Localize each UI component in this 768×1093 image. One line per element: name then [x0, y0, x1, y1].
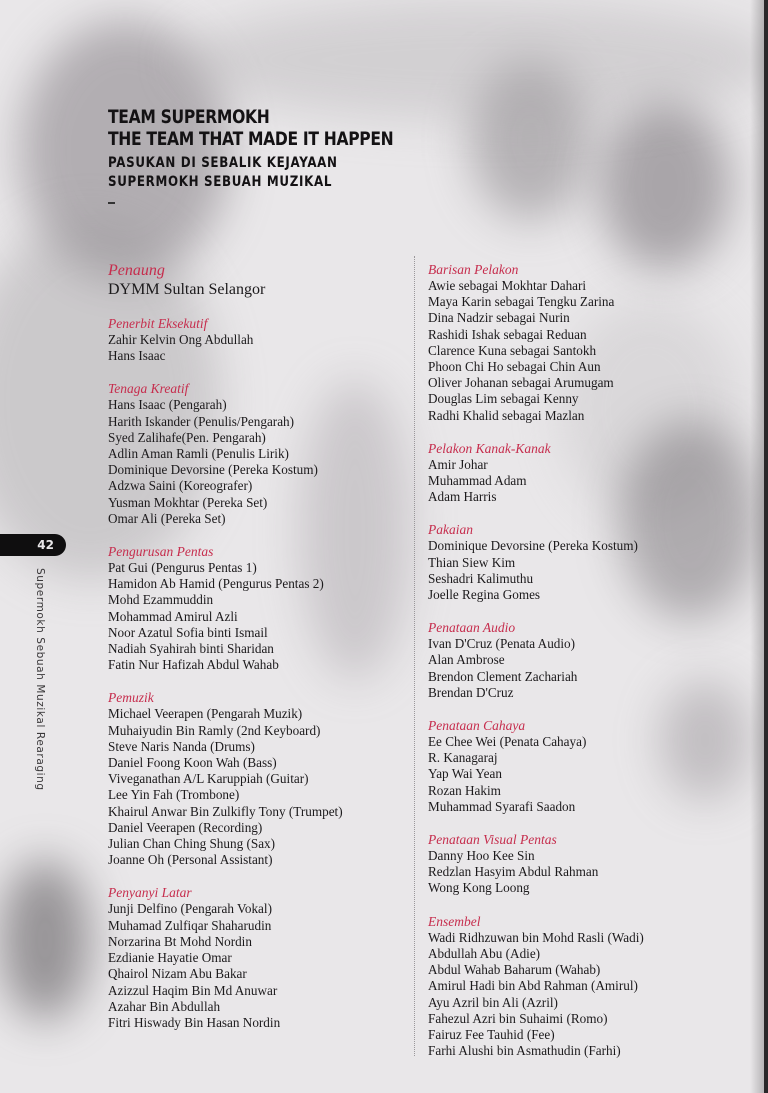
credit-name: Azizzul Haqim Bin Md Anuwar: [108, 982, 278, 998]
credit-section: [108, 543, 408, 673]
credit-name: Mohd Ezammuddin: [108, 592, 214, 608]
credit-name: Ee Chee Wei (Penata Cahaya): [428, 734, 587, 750]
credit-name: Fairuz Fee Tauhid (Fee): [428, 1026, 555, 1042]
credit-name: Amir Johar: [428, 456, 488, 472]
credit-name: Muhammad Syarafi Saadon: [428, 798, 576, 814]
section-heading: Pelakon Kanak-Kanak: [428, 440, 551, 456]
page-subtitle-line-1: PASUKAN DI SEBALIK KEJAYAAN: [108, 155, 338, 171]
credit-name: Ezdianie Hayatie Omar: [108, 950, 232, 966]
credit-name: Pat Gui (Pengurus Pentas 1): [108, 560, 257, 576]
credit-name: Qhairol Nizam Abu Bakar: [108, 966, 247, 982]
column-divider: [414, 256, 415, 1056]
credit-name: Oliver Johanan sebagai Arumugam: [428, 375, 614, 391]
credit-name: Fahezul Azri bin Suhaimi (Romo): [428, 1010, 608, 1026]
section-heading: Pemuzik: [108, 690, 154, 706]
section-heading: Pakaian: [428, 522, 473, 538]
credit-name: Ivan D'Cruz (Penata Audio): [428, 636, 576, 652]
credit-name: Noor Azatul Sofia binti Ismail: [108, 624, 268, 640]
credit-name: Farhi Alushi bin Asmathudin (Farhi): [428, 1043, 621, 1059]
credit-name: Abdul Wahab Baharum (Wahab): [428, 962, 601, 978]
credit-section: [108, 884, 408, 1031]
credit-name: Junji Delfino (Pengarah Vokal): [108, 901, 272, 917]
credit-name: Fatin Nur Hafizah Abdul Wahab: [108, 657, 279, 673]
credit-section: [108, 689, 408, 868]
credit-name: Lee Yin Fah (Trombone): [108, 787, 240, 803]
section-heading: Ensembel: [428, 913, 481, 929]
section-heading: Penataan Audio: [428, 620, 516, 636]
credit-name: Wong Kong Loong: [428, 880, 530, 896]
credit-name: Norzarina Bt Mohd Nordin: [108, 933, 252, 949]
credits-right-column: [428, 261, 748, 1075]
credit-name: Alan Ambrose: [428, 652, 505, 668]
credit-name: Rozan Hakim: [428, 782, 501, 798]
credit-name: Yap Wai Yean: [428, 766, 502, 782]
credit-name: Viveganathan A/L Karuppiah (Guitar): [108, 771, 309, 787]
section-heading: Penyanyi Latar: [108, 885, 192, 901]
credit-section: [428, 521, 748, 603]
credit-name: Adam Harris: [428, 489, 497, 505]
credit-name: Yusman Mokhtar (Pereka Set): [108, 494, 268, 510]
credit-name: Muhaiyudin Bin Ramly (2nd Keyboard): [108, 722, 321, 738]
credit-name: Amirul Hadi bin Abd Rahman (Amirul): [428, 978, 638, 994]
page-title-line-2: THE TEAM THAT MADE IT HAPPEN: [108, 128, 394, 150]
credit-section: [108, 261, 408, 299]
credit-name: Muhamad Zulfiqar Shaharudin: [108, 917, 272, 933]
credit-name: Phoon Chi Ho sebagai Chin Aun: [428, 359, 601, 375]
credit-section: [428, 831, 748, 897]
credit-name: Brendon Clement Zachariah: [428, 668, 578, 684]
credit-name: Rashidi Ishak sebagai Reduan: [428, 326, 587, 342]
credit-name: Zahir Kelvin Ong Abdullah: [108, 332, 254, 347]
credit-name: Danny Hoo Kee Sin: [428, 848, 535, 864]
credit-name: Clarence Kuna sebagai Santokh: [428, 342, 597, 358]
credit-name: Harith Iskander (Penulis/Pengarah): [108, 413, 295, 429]
credit-name: Mohammad Amirul Azli: [108, 608, 238, 624]
credit-section: [428, 717, 748, 815]
credit-section: [428, 261, 748, 424]
section-heading: Tenaga Kreatif: [108, 381, 189, 397]
credit-name: Julian Chan Ching Shung (Sax): [108, 836, 276, 852]
credit-name: Joelle Regina Gomes: [428, 587, 541, 603]
page-header: [108, 106, 456, 204]
credit-name: Adzwa Saini (Koreografer): [108, 478, 253, 494]
credit-name: Syed Zalihafe(Pen. Pengarah): [108, 429, 266, 445]
side-caption: Supermokh Sebuah Muzikal Rearaging: [34, 568, 46, 791]
section-heading: Barisan Pelakon: [428, 262, 519, 277]
title-dash-divider: [108, 202, 115, 204]
credit-name: Brendan D'Cruz: [428, 684, 514, 700]
credit-name: Douglas Lim sebagai Kenny: [428, 391, 579, 407]
credit-name: DYMM Sultan Selangor: [108, 281, 266, 298]
credit-name: Muhammad Adam: [428, 473, 527, 489]
credit-name: Seshadri Kalimuthu: [428, 570, 534, 586]
credit-section: [428, 913, 748, 1060]
credit-name: Daniel Foong Koon Wah (Bass): [108, 755, 277, 771]
section-heading: Penataan Cahaya: [428, 718, 526, 734]
credit-name: R. Kanagaraj: [428, 750, 498, 766]
credit-name: Adlin Aman Ramli (Penulis Lirik): [108, 446, 289, 462]
credit-name: Azahar Bin Abdullah: [108, 998, 221, 1014]
credit-name: Omar Ali (Pereka Set): [108, 510, 226, 526]
credit-name: Hans Isaac (Pengarah): [108, 397, 227, 413]
credit-section: [108, 380, 408, 527]
credit-name: Steve Naris Nanda (Drums): [108, 738, 255, 754]
credit-name: Hans Isaac: [108, 348, 166, 364]
credit-name: Hamidon Ab Hamid (Pengurus Pentas 2): [108, 576, 324, 592]
section-heading: Penataan Visual Pentas: [428, 832, 557, 848]
credit-name: Michael Veerapen (Pengarah Muzik): [108, 706, 303, 722]
section-heading: Penaung: [108, 262, 165, 279]
page-title-line-1: TEAM SUPERMOKH: [108, 106, 270, 128]
credit-name: Daniel Veerapen (Recording): [108, 819, 263, 835]
credit-name: Maya Karin sebagai Tengku Zarina: [428, 294, 615, 310]
section-heading: Penerbit Eksekutif: [108, 316, 208, 331]
credit-name: Awie sebagai Mokhtar Dahari: [428, 278, 587, 293]
credit-name: Redzlan Hasyim Abdul Rahman: [428, 864, 599, 880]
credit-section: [108, 315, 408, 364]
credits-left-column: [108, 261, 408, 1047]
credit-name: Nadiah Syahirah binti Sharidan: [108, 641, 274, 657]
credit-name: Joanne Oh (Personal Assistant): [108, 852, 273, 868]
credit-name: Fitri Hiswady Bin Hasan Nordin: [108, 1014, 281, 1030]
credit-name: Thian Siew Kim: [428, 554, 516, 570]
credit-name: Dominique Devorsine (Pereka Kostum): [108, 462, 318, 478]
credit-name: Dominique Devorsine (Pereka Kostum): [428, 538, 638, 554]
credit-name: Wadi Ridhzuwan bin Mohd Rasli (Wadi): [428, 929, 644, 945]
credit-name: Radhi Khalid sebagai Mazlan: [428, 407, 585, 423]
section-heading: Pengurusan Pentas: [108, 544, 214, 560]
credit-name: Khairul Anwar Bin Zulkifly Tony (Trumpet): [108, 803, 343, 819]
credit-section: [428, 440, 748, 506]
credit-name: Dina Nadzir sebagai Nurin: [428, 310, 570, 326]
page-subtitle-line-2: SUPERMOKH SEBUAH MUZIKAL: [108, 174, 333, 190]
credit-section: [428, 619, 748, 701]
page-number-tab: 42: [0, 534, 66, 556]
credit-name: Ayu Azril bin Ali (Azril): [428, 994, 558, 1010]
credit-name: Abdullah Abu (Adie): [428, 945, 541, 961]
